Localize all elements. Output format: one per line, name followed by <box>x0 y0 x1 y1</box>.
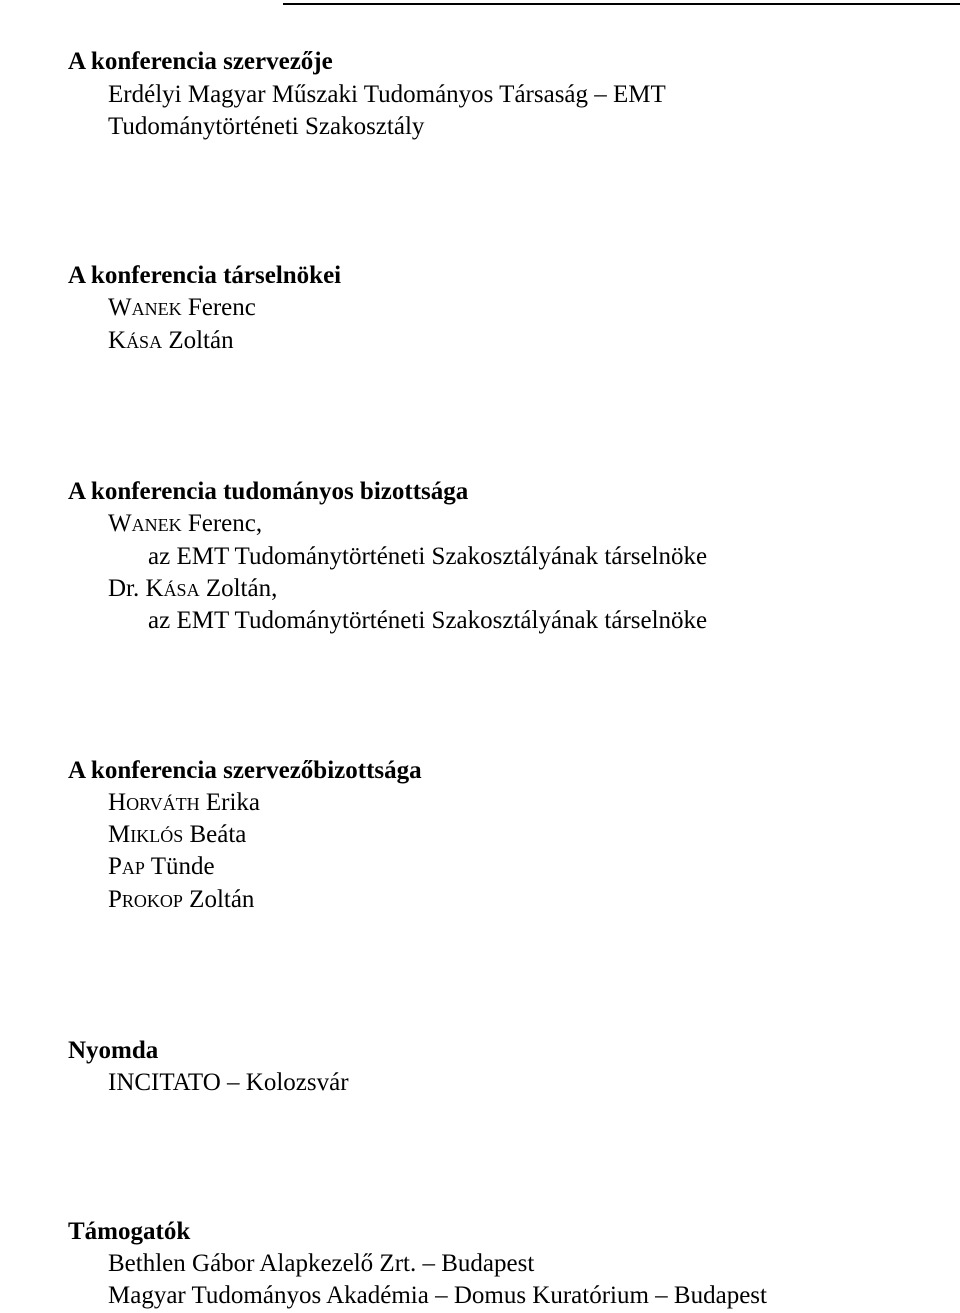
organizer-line: Tudománytörténeti Szakosztály <box>108 113 425 140</box>
sponsor-line: Bethlen Gábor Alapkezelő Zrt. – Budapest <box>108 1250 535 1277</box>
surname-rest: ROKOP <box>121 891 183 911</box>
organizer-person-name <box>108 820 246 851</box>
surname-initial: W <box>108 510 132 537</box>
surname-rest: ÁSA <box>126 332 163 352</box>
organizer-line: Erdélyi Magyar Műszaki Tudományos Társaság – EMT <box>108 81 666 108</box>
copresident-name <box>108 326 234 357</box>
surname-initial: K <box>108 327 127 354</box>
surname-rest: ÁSA <box>163 580 200 600</box>
surname-rest: ANEK <box>131 515 182 535</box>
given-name: Erika <box>205 789 261 816</box>
copresidents-heading: A konferencia társelnökei <box>68 262 342 289</box>
top-rule <box>283 3 960 5</box>
given-name: Zoltán, <box>205 575 278 602</box>
surname-initial: W <box>108 294 132 321</box>
organizer-heading: A konferencia szervezője <box>68 48 333 75</box>
scientific-committee-heading: A konferencia tudományos bizottsága <box>68 478 469 505</box>
surname-rest: AP <box>121 858 145 878</box>
name-prefix: Dr. <box>108 575 146 602</box>
copresident-name <box>108 293 256 324</box>
printer-line: INCITATO – Kolozsvár <box>108 1069 349 1096</box>
given-name: Tünde <box>150 853 215 880</box>
given-name: Ferenc <box>187 294 256 321</box>
sponsor-line: Magyar Tudományos Akadémia – Domus Kuratórium – Budapest <box>108 1282 767 1309</box>
surname-initial: P <box>108 853 122 880</box>
surname-initial: H <box>108 789 127 816</box>
given-name: Zoltán <box>168 327 234 354</box>
given-name: Beáta <box>189 821 247 848</box>
organizer-person-name <box>108 788 260 819</box>
organizer-person-name <box>108 852 215 883</box>
given-name: Ferenc, <box>187 510 263 537</box>
committee-member-role: az EMT Tudománytörténeti Szakosztályának társelnöke <box>148 543 708 570</box>
surname-rest: ORVÁTH <box>126 794 200 814</box>
committee-member-role: az EMT Tudománytörténeti Szakosztályának társelnöke <box>148 607 708 634</box>
surname-rest: ANEK <box>131 299 182 319</box>
committee-member-name <box>108 574 277 605</box>
organizing-committee-heading: A konferencia szervezőbizottsága <box>68 757 422 784</box>
sponsors-heading: Támogatók <box>68 1218 191 1245</box>
surname-rest: IKLÓS <box>130 826 184 846</box>
surname-initial: M <box>108 821 131 848</box>
surname-initial: P <box>108 886 122 913</box>
printer-heading: Nyomda <box>68 1037 159 1064</box>
organizer-person-name <box>108 885 254 916</box>
committee-member-name <box>108 509 262 540</box>
given-name: Zoltán <box>189 886 255 913</box>
surname-initial: K <box>145 575 164 602</box>
